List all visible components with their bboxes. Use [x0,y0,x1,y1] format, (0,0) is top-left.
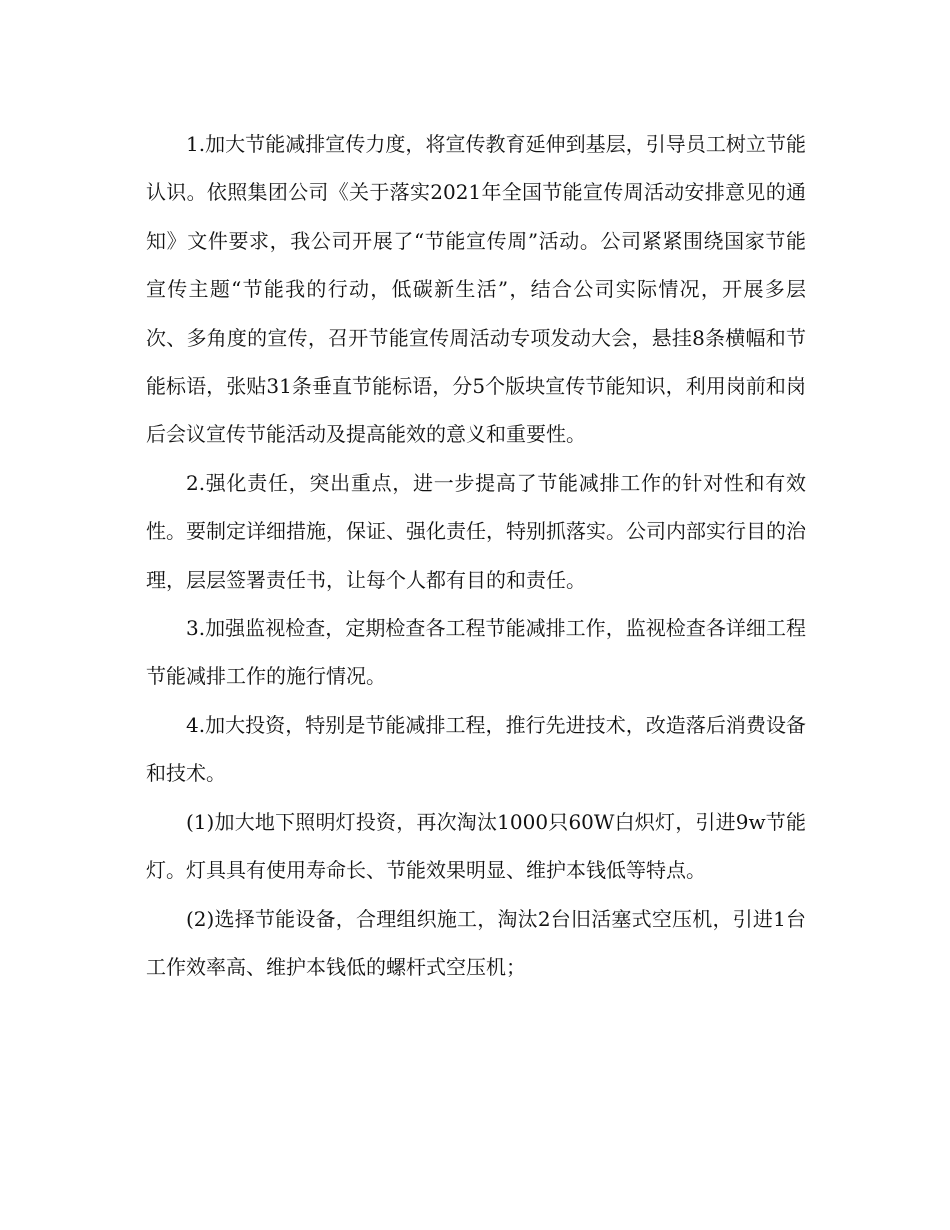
paragraph-equipment: (2)选择节能设备，合理组织施工，淘汰2台旧活塞式空压机，引进1台工作效率高、维护本钱低的螺杆式空压机； [146,906,806,979]
paragraph-investment: 4.加大投资，特别是节能减排工程，推行先进技术，改造落后消费设备和技术。 [146,712,806,786]
paragraph-responsibility: 2.强化责任，突出重点，进一步提高了节能减排工作的针对性和有效性。要制定详细措施，保证、强化责任，特别抓落实。公司内部实行目的治理，层层签署责任书，让每个人都有目的和责任。 [146,470,806,592]
paragraph-lighting: (1)加大地下照明灯投资，再次淘汰1000只60W白炽灯，引进9w节能灯。灯具具有使用寿命长、节能效果明显、维护本钱低等特点。 [146,809,806,883]
paragraph-supervision: 3.加强监视检查，定期检查各工程节能减排工作，监视检查各详细工程节能减排工作的施行情况。 [146,616,806,689]
document-body [146,120,806,991]
paragraph-publicity: 1.加大节能减排宣传力度，将宣传教育延伸到基层，引导员工树立节能认识。依照集团公司《关于落实2021年全国节能宣传周活动安排意见的通知》文件要求，我公司开展了“节能宣传周”活动。公司紧紧围绕国家节能宣传主题“节能我的行动，低碳新生活”，结合公司实际情况，开展多层次、多角度的宣传，召开节能宣传周活动专项发动大会，悬挂8条横幅和节能标语，张贴31条垂直节能标语，分5个版块宣传节能知识，利用岗前和岗后会议宣传节能活动及提高能效的意义和重要性。 [146,132,806,447]
